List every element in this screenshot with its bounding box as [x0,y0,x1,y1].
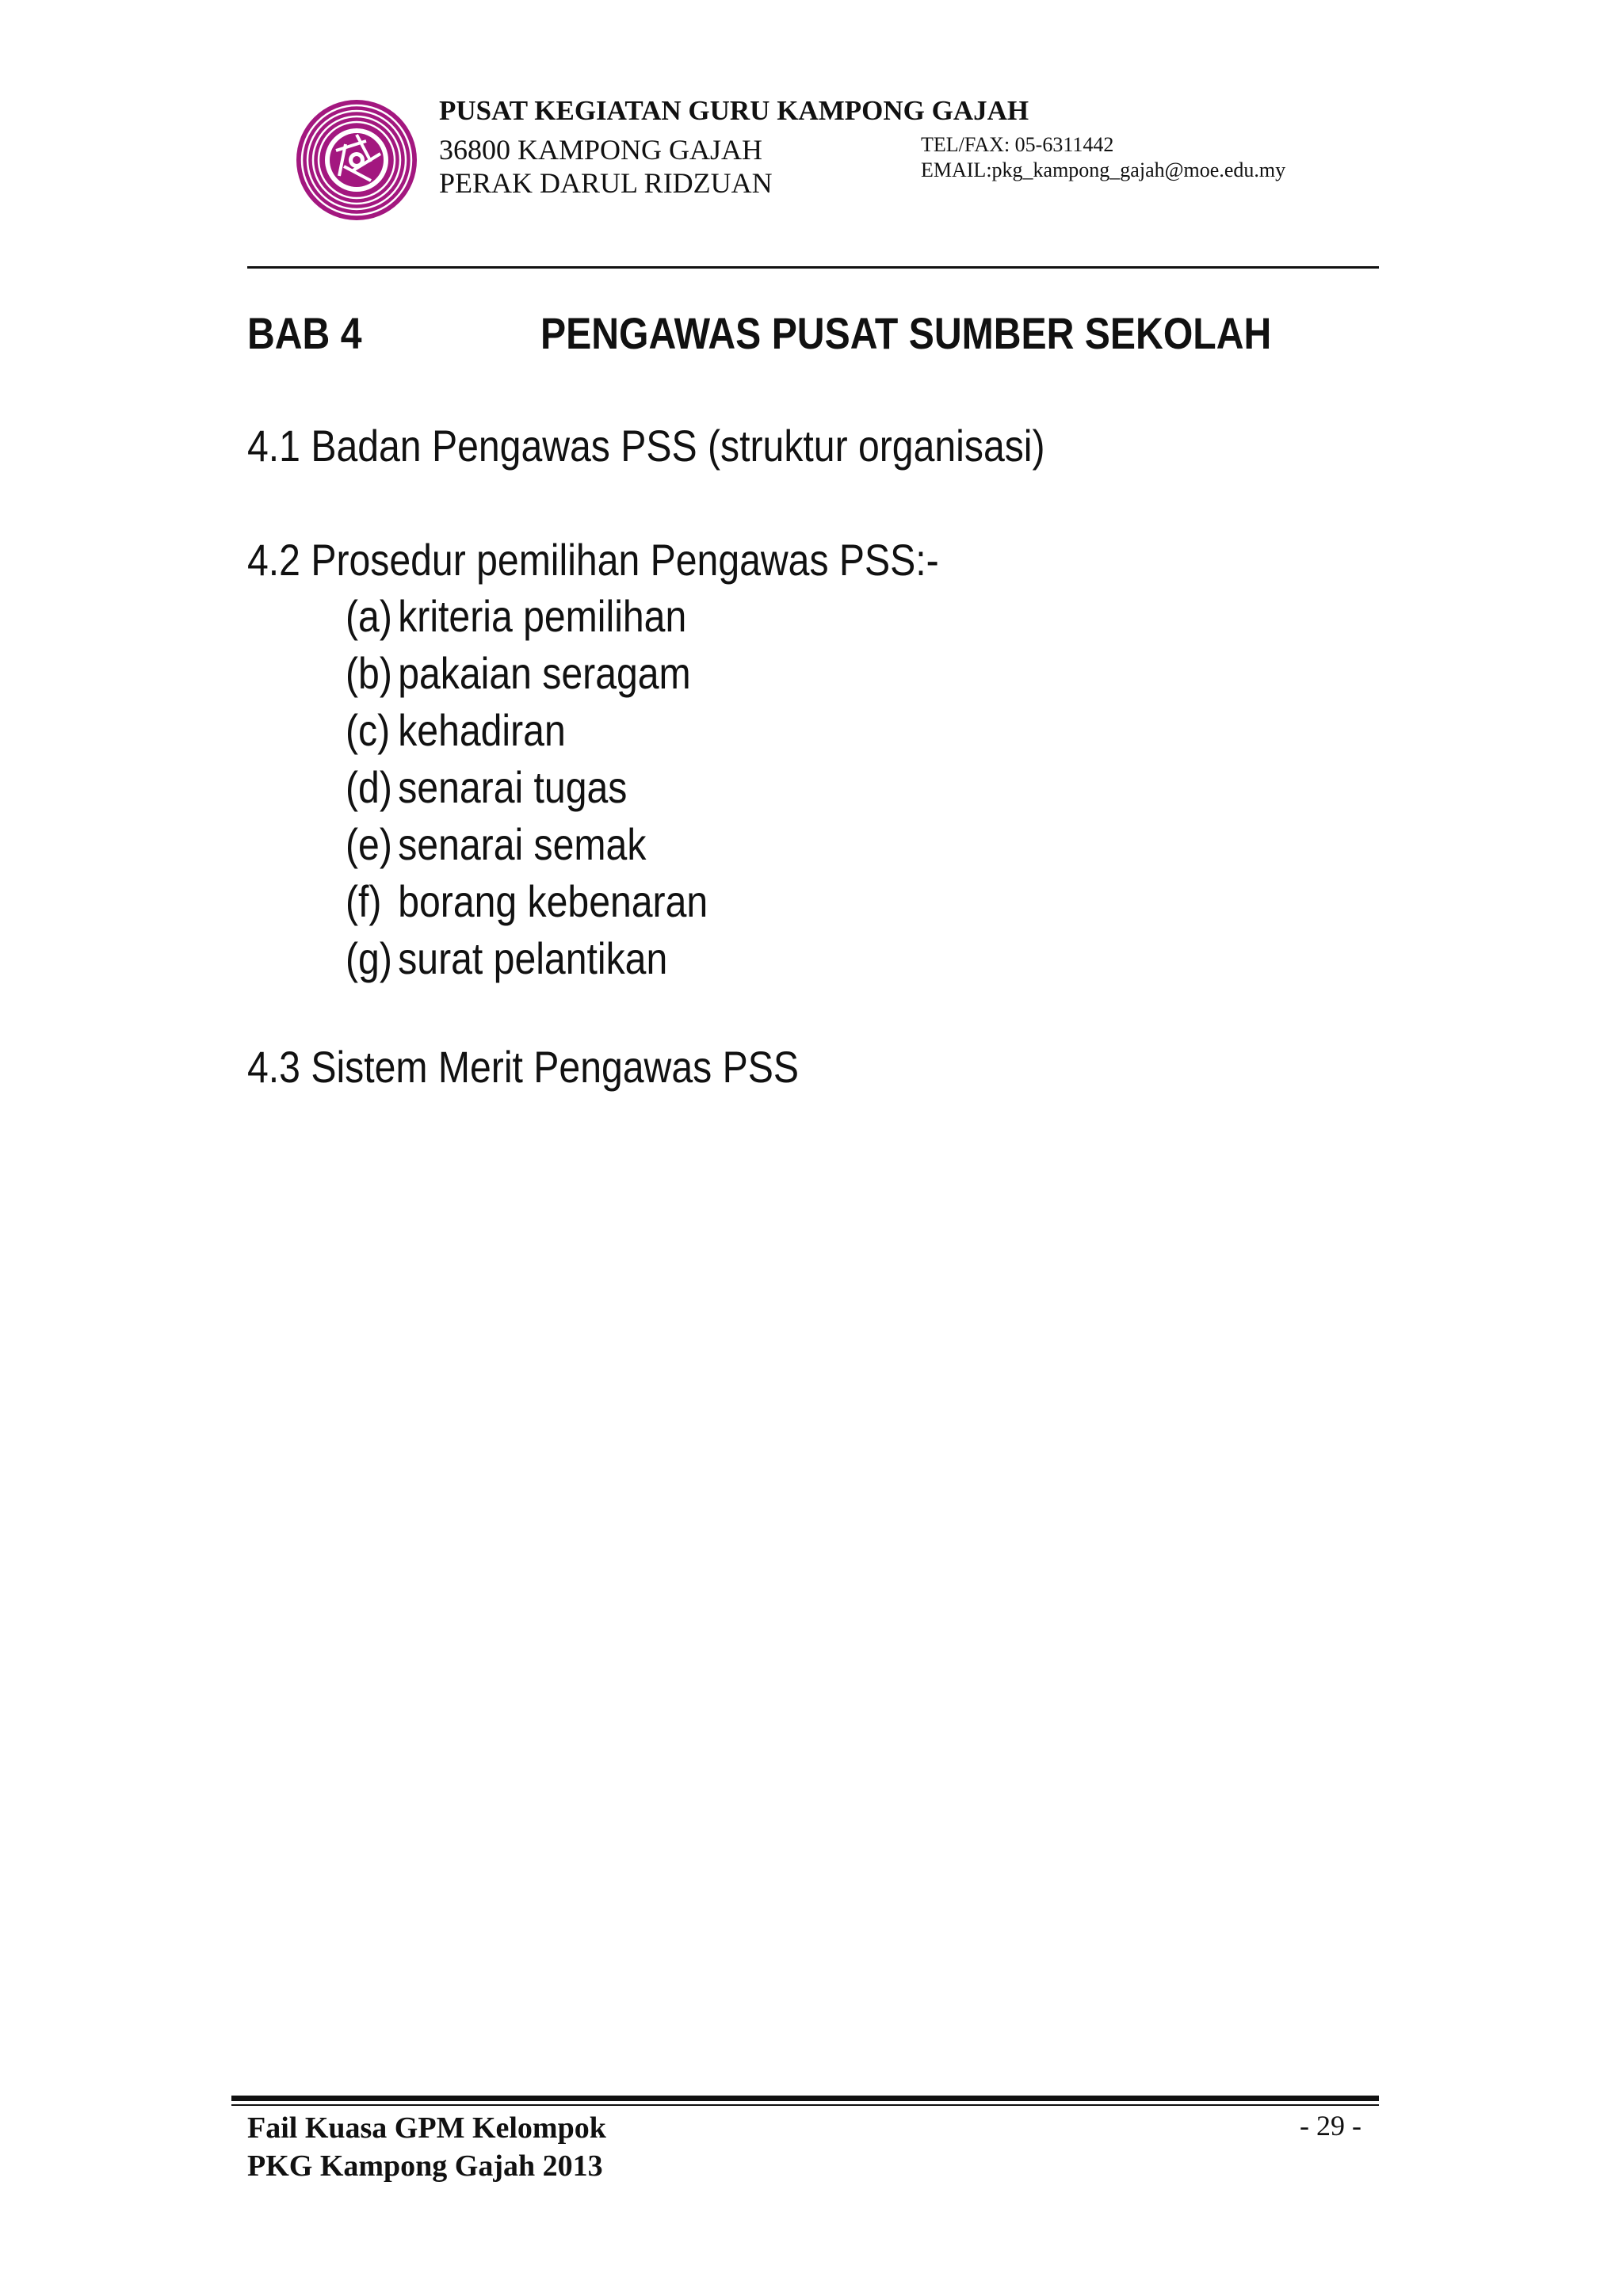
list-item-text: pakaian seragam [398,648,691,698]
pkg-logo-icon [295,98,418,222]
list-item [346,933,708,990]
footer-divider-thick [231,2096,1379,2101]
list-item-text: kriteria pemilihan [398,591,687,641]
list-item-text: senarai tugas [398,762,628,812]
list-item [346,875,708,933]
list-item-marker: (g) [346,933,392,983]
list-item [346,590,708,647]
section-4-1-heading: 4.1 Badan Pengawas PSS (struktur organisasi) [247,421,1045,471]
list-item-marker: (a) [346,591,392,641]
list-item-marker: (b) [346,648,392,698]
section-4-2-heading: 4.2 Prosedur pemilihan Pengawas PSS:- [247,535,939,585]
list-item-marker: (f) [346,876,382,926]
list-item-text: kehadiran [398,705,566,755]
section-4-3-heading: 4.3 Sistem Merit Pengawas PSS [247,1042,799,1092]
list-item [346,818,708,875]
aperture-logo-svg [295,98,418,222]
list-item [346,761,708,818]
list-item-text: surat pelantikan [398,933,668,983]
list-item-marker: (d) [346,762,392,812]
list-item-text: senarai semak [398,819,647,869]
email-address: EMAIL:pkg_kampong_gajah@moe.edu.my [921,158,1286,181]
list-item-text: borang kebenaran [398,876,708,926]
footer-divider-thin [231,2104,1379,2106]
page-number: - 29 - [1300,2110,1361,2142]
chapter-title: PENGAWAS PUSAT SUMBER SEKOLAH [540,308,1272,358]
footer-pkg-year: PKG Kampong Gajah 2013 [247,2149,603,2183]
tel-fax: TEL/FAX: 05-6311442 [921,133,1114,156]
address-line-2: PERAK DARUL RIDZUAN [439,167,773,199]
chapter-number: BAB 4 [247,308,362,358]
header-divider [247,266,1379,269]
footer-file-title: Fail Kuasa GPM Kelompok [247,2111,606,2145]
list-item-marker: (c) [346,705,391,755]
list-item-marker: (e) [346,819,392,869]
organization-name: PUSAT KEGIATAN GURU KAMPONG GAJAH [439,95,1029,126]
selection-procedure-list [346,590,708,990]
list-item [346,704,708,761]
address-line-1: 36800 KAMPONG GAJAH [439,134,763,166]
list-item [346,647,708,704]
